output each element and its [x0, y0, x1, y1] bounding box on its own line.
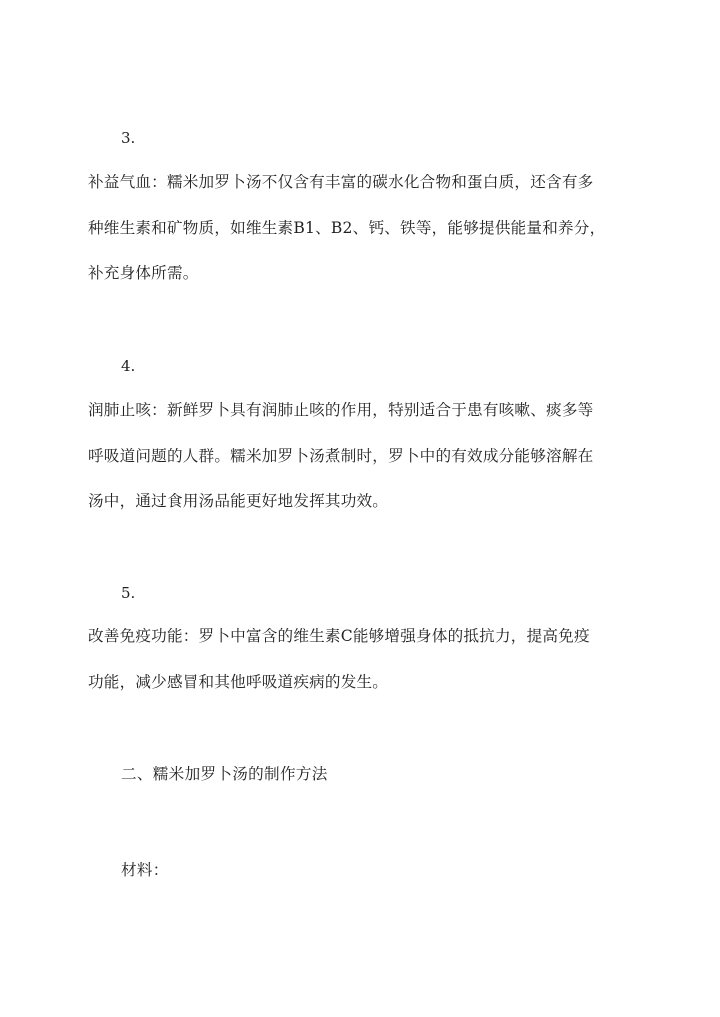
paragraph-immune-function	[88, 614, 648, 705]
item-number-3: 3.	[121, 129, 136, 147]
paragraph-line: 润肺止咳：新鲜罗卜具有润肺止咳的作用，特别适合于患有咳嗽、痰多等	[88, 401, 594, 419]
paragraph-moisten-lungs	[88, 388, 648, 525]
paragraph-line: 补充身体所需。	[88, 264, 199, 282]
item-number-5: 5.	[121, 584, 136, 602]
paragraph-nourish-qi-blood	[88, 160, 648, 297]
item-number-4: 4.	[121, 357, 136, 375]
paragraph-line: 呼吸道问题的人群。糯米加罗卜汤煮制时，罗卜中的有效成分能够溶解在	[88, 446, 594, 465]
paragraph-line: 补益气血：糯米加罗卜汤不仅含有丰富的碳水化合物和蛋白质，还含有多	[88, 173, 594, 191]
paragraph-line: 种维生素和矿物质，如维生素B1、B2、钙、铁等，能够提供能量和养分，	[88, 218, 606, 237]
section-heading: 二、糯米加罗卜汤的制作方法	[121, 765, 328, 783]
paragraph-line: 功能，减少感冒和其他呼吸道疾病的发生。	[88, 672, 389, 691]
paragraph-line: 改善免疫功能：罗卜中富含的维生素C能够增强身体的抵抗力，提高免疫	[88, 627, 590, 645]
paragraph-line: 汤中，通过食用汤品能更好地发挥其功效。	[88, 492, 389, 510]
materials-label: 材料：	[121, 861, 169, 879]
